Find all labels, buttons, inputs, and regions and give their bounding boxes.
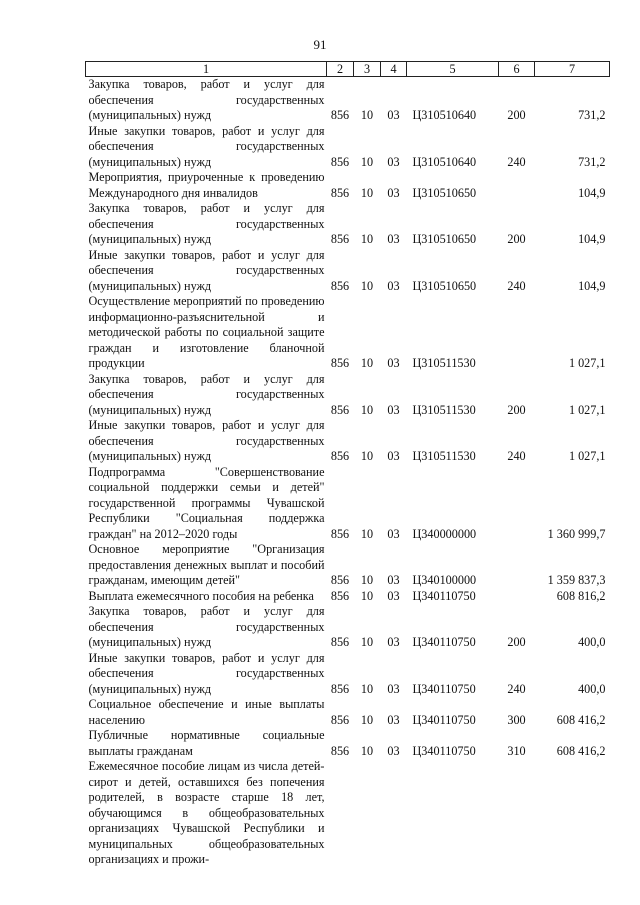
row-name: Иные закупки товаров, работ и услуг для обеспечения государственных (муниципальных) нужд [88,123,325,169]
row-target-article: Ц310511530 [412,449,476,463]
row-target-article: Ц340110750 [412,712,476,727]
table-body [86,77,610,868]
row-section: 10 [360,449,374,463]
table-row [86,759,610,868]
row-target-article: Ц340110750 [412,743,476,758]
row-section: 10 [360,526,374,541]
row-expense-type [499,170,535,201]
row-ministry-code: 856 [330,712,350,727]
row-ministry-code: 856 [330,278,350,293]
row-amount: 1 359 837,3 [547,573,606,587]
row-expense-type: 300 [507,712,526,727]
header-col-7: 7 [535,62,610,77]
row-subsection [381,759,407,868]
row-target-article: Ц340100000 [412,573,477,587]
row-target-article: Ц310510650 [412,185,477,200]
row-expense-type [499,294,535,372]
header-col-2: 2 [327,62,354,77]
table-row [86,604,610,651]
table-row [86,542,610,589]
row-target-article: Ц340000000 [412,526,477,541]
row-target-article: Ц340110750 [412,635,476,649]
row-amount: 104,9 [578,185,606,200]
row-expense-type: 240 [507,681,526,696]
row-ministry-code: 856 [330,185,350,200]
row-name: Закупка товаров, работ и услуг для обеспечения государственных (муниципальных) нужд [88,77,325,122]
row-section: 10 [360,573,374,587]
row-amount: 1 027,1 [568,356,606,370]
page-number: 91 [313,37,327,52]
row-subsection: 03 [387,526,400,541]
budget-table [85,61,610,868]
row-target-article: Ц310510650 [412,278,477,293]
row-amount: 608 416,2 [556,743,606,758]
row-section: 10 [360,278,374,293]
row-section: 10 [360,712,374,727]
row-section: 10 [360,232,374,246]
row-target-article: Ц340110750 [412,681,476,696]
row-ministry-code: 856 [330,232,350,246]
row-expense-type: 240 [507,154,526,169]
row-amount: 104,9 [578,278,606,293]
table-row [86,248,610,295]
table-row [86,418,610,465]
row-amount: 608 816,2 [556,588,606,603]
row-ministry-code: 856 [330,743,350,758]
row-subsection: 03 [387,635,400,649]
row-target-article: Ц310510640 [412,108,477,122]
row-name: Ежемесячное пособие лицам из числа детей-сирот и детей, оставшихся без попечения родителей, в возрасте старше 18 лет, обучающимся в общеобразовательных организациях Чувашской Республики и муниципальных общеобразовательных организациях и прожи- [88,759,325,866]
row-name: Подпрограмма "Совершенствование социальной поддержки семьи и детей" государственной программы Чувашской Республики "Социальная поддержка граждан" на 2012–2020 годы [88,464,325,541]
row-ministry-code: 856 [330,402,350,417]
row-name: Закупка товаров, работ и услуг для обеспечения государственных (муниципальных) нужд [88,604,325,649]
row-amount [535,759,610,868]
row-section: 10 [360,635,374,649]
row-subsection: 03 [387,712,400,727]
row-section: 10 [360,154,374,169]
header-col-4: 4 [381,62,407,77]
row-subsection: 03 [387,681,400,696]
row-ministry-code: 856 [330,154,350,169]
row-section: 10 [360,185,374,200]
row-expense-type [499,759,535,868]
table-row [86,124,610,171]
table-row [86,294,610,372]
table-row [86,728,610,759]
row-subsection: 03 [387,356,400,370]
row-section [354,759,381,868]
table-row [86,201,610,248]
row-subsection: 03 [387,154,400,169]
row-name: Выплата ежемесячного пособия на ребенка [88,588,314,603]
row-section: 10 [360,108,374,122]
row-ministry-code: 856 [330,635,350,649]
row-section: 10 [360,356,374,370]
row-target-article: Ц310511530 [412,402,476,417]
row-ministry-code: 856 [330,108,350,122]
row-amount: 400,0 [578,681,606,696]
row-target-article: Ц310511530 [412,356,476,370]
header-col-1: 1 [86,62,327,77]
row-section: 10 [360,743,374,758]
row-ministry-code: 856 [330,573,350,587]
row-subsection: 03 [387,278,400,293]
row-subsection: 03 [387,588,400,603]
row-name: Иные закупки товаров, работ и услуг для обеспечения государственных (муниципальных) нужд [88,650,325,696]
row-name: Осуществление мероприятий по проведению информационно-разъяснительной и методической работы по социальной защите граждан и изготовление бланочной продукции [88,294,325,370]
row-ministry-code: 856 [330,588,350,603]
row-subsection: 03 [387,573,400,587]
table-row [86,170,610,201]
row-expense-type: 200 [507,635,526,649]
row-amount: 104,9 [578,232,606,246]
row-name: Иные закупки товаров, работ и услуг для обеспечения государственных (муниципальных) нужд [88,418,325,463]
table-row [86,651,610,698]
row-ministry-code: 856 [330,526,350,541]
table-row [86,372,610,419]
row-amount: 400,0 [578,635,606,649]
row-subsection: 03 [387,402,400,417]
row-expense-type [499,465,535,543]
row-target-article: Ц310510650 [412,232,477,246]
row-subsection: 03 [387,185,400,200]
row-target-article [407,759,499,868]
row-amount: 1 360 999,7 [547,526,606,541]
row-amount: 1 027,1 [568,402,606,417]
row-ministry-code: 856 [330,356,350,370]
row-amount: 731,2 [578,154,606,169]
row-section: 10 [360,402,374,417]
row-amount: 1 027,1 [568,449,606,463]
row-name: Публичные нормативные социальные выплаты гражданам [88,728,325,758]
table-row [86,77,610,124]
row-name: Социальное обеспечение и иные выплаты населению [88,697,325,727]
row-target-article: Ц310510640 [412,154,477,169]
row-ministry-code: 856 [330,449,350,463]
row-name: Закупка товаров, работ и услуг для обеспечения государственных (муниципальных) нужд [88,201,325,246]
row-expense-type: 200 [507,402,526,417]
row-expense-type [499,589,535,605]
header-col-6: 6 [499,62,535,77]
row-name: Мероприятия, приуроченные к проведению Международного дня инвалидов [88,170,325,200]
header-col-5: 5 [407,62,499,77]
row-name: Иные закупки товаров, работ и услуг для обеспечения государственных (муниципальных) нужд [88,247,325,293]
row-expense-type [499,542,535,589]
row-subsection: 03 [387,232,400,246]
row-subsection: 03 [387,449,400,463]
table-header [86,62,610,77]
row-expense-type: 310 [507,743,526,758]
table-row [86,465,610,543]
row-section: 10 [360,588,374,603]
header-col-3: 3 [354,62,381,77]
table-row [86,697,610,728]
row-subsection: 03 [387,108,400,122]
row-name: Основное мероприятие "Организация предоставления денежных выплат и пособий гражданам, имеющим детей" [88,542,325,587]
row-amount: 731,2 [578,108,606,122]
row-amount: 608 416,2 [556,712,606,727]
row-subsection: 03 [387,743,400,758]
row-target-article: Ц340110750 [412,588,476,603]
row-ministry-code [327,759,354,868]
row-section: 10 [360,681,374,696]
row-expense-type: 200 [507,108,526,122]
row-expense-type: 200 [507,232,526,246]
row-expense-type: 240 [507,278,526,293]
table-row [86,589,610,605]
row-name: Закупка товаров, работ и услуг для обеспечения государственных (муниципальных) нужд [88,371,325,417]
row-expense-type: 240 [507,449,526,463]
row-ministry-code: 856 [330,681,350,696]
